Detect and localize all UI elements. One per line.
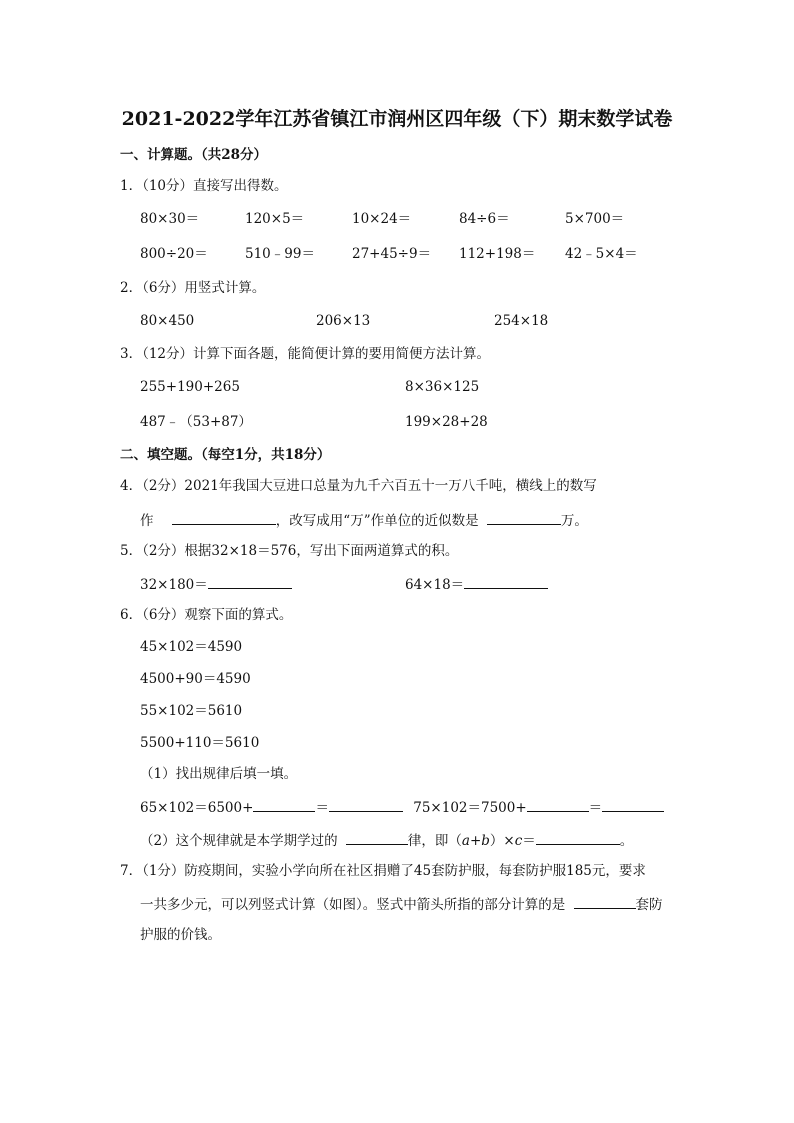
answer-blank[interactable] <box>464 574 548 589</box>
var-c: c <box>514 833 523 849</box>
q6-text: 。 <box>619 833 634 849</box>
question-7-line3: 护服的价钱。 <box>140 927 221 943</box>
answer-blank[interactable] <box>602 797 664 812</box>
q1-item: 5×700＝ <box>565 211 625 227</box>
section-heading-fill-blank: 二、填空题。（每空1分，共18分） <box>120 447 331 463</box>
q5-item <box>140 574 292 594</box>
q2-item: 254×18 <box>494 313 549 329</box>
q6-expression: 65×102＝6500+ <box>140 800 254 816</box>
q5-expression: 64×18＝ <box>405 577 465 593</box>
q5-expression: 32×180＝ <box>140 577 208 593</box>
answer-blank[interactable] <box>527 797 589 812</box>
q1-item: 80×30＝ <box>140 211 200 227</box>
question-7-line1: 7．（1分）防疫期间，实验小学向所在社区捐赠了45套防护服，每套防护服185元，要求 <box>120 863 646 879</box>
q6-text: 律，即（ <box>407 833 462 849</box>
q2-item: 206×13 <box>316 313 371 329</box>
q6-text: ）× <box>489 833 515 849</box>
page-title: 2021-2022学年江苏省镇江市润州区四年级（下）期末数学试卷 <box>121 108 673 130</box>
q7-text: 一共多少元，可以列竖式计算（如图）。竖式中箭头所指的部分计算的是 <box>140 897 566 913</box>
question-1-stem: 1．（10分）直接写出得数。 <box>120 178 288 194</box>
q4-text: 作 <box>140 513 154 529</box>
answer-blank[interactable] <box>487 510 561 525</box>
q6-text: ＝ <box>522 833 536 849</box>
answer-blank[interactable] <box>536 830 620 845</box>
question-6-stem: 6．（6分）观察下面的算式。 <box>120 607 293 623</box>
q6-equals: ＝ <box>315 800 329 816</box>
answer-blank[interactable] <box>172 510 276 525</box>
q6-example: 4500+90＝4590 <box>140 671 251 687</box>
q1-item: 800÷20＝ <box>140 246 208 262</box>
var-a: a <box>461 833 470 849</box>
section-heading-calculation: 一、计算题。（共28分） <box>120 147 268 163</box>
q6-example: 45×102＝4590 <box>140 639 243 655</box>
q2-item: 80×450 <box>140 313 195 329</box>
answer-blank[interactable] <box>208 574 292 589</box>
answer-blank[interactable] <box>329 797 403 812</box>
q1-item: 120×5＝ <box>245 211 305 227</box>
q1-item: 42﹣5×4＝ <box>565 246 638 262</box>
q6-text: （2）这个规律就是本学期学过的 <box>140 833 338 849</box>
q5-item <box>405 574 548 594</box>
answer-blank[interactable] <box>574 894 636 909</box>
q6-example: 5500+110＝5610 <box>140 735 260 751</box>
q6-sub1: （1）找出规律后填一填。 <box>140 766 298 782</box>
q3-item: 487﹣（53+87） <box>140 414 252 430</box>
q4-text: 万。 <box>560 513 588 529</box>
question-4-line2 <box>140 510 588 530</box>
q1-item: 112+198＝ <box>459 246 536 262</box>
answer-blank[interactable] <box>346 830 408 845</box>
answer-blank[interactable] <box>253 797 315 812</box>
q6-equals: ＝ <box>588 800 603 816</box>
q4-text: ，改写成用“万”作单位的近似数是 <box>275 513 479 529</box>
q1-item: 10×24＝ <box>352 211 412 227</box>
question-7-line2 <box>140 894 663 914</box>
q3-item: 255+190+265 <box>140 379 240 395</box>
question-5-stem: 5．（2分）根据32×18＝576，写出下面两道算式的积。 <box>120 543 459 559</box>
q6-expression: 75×102＝7500+ <box>413 800 527 816</box>
q1-item: 510﹣99＝ <box>245 246 315 262</box>
q6-fill-line <box>140 797 664 817</box>
q6-example: 55×102＝5610 <box>140 703 243 719</box>
q6-sub2 <box>140 830 633 850</box>
question-2-stem: 2．（6分）用竖式计算。 <box>120 280 266 296</box>
q1-item: 84÷6＝ <box>459 211 510 227</box>
q7-text: 套防 <box>635 897 663 913</box>
question-4-line1: 4．（2分）2021年我国大豆进口总量为九千六百五十一万八千吨，横线上的数写 <box>120 478 597 494</box>
q1-item: 27+45÷9＝ <box>352 246 432 262</box>
q6-plus: + <box>469 833 482 849</box>
q3-item: 199×28+28 <box>405 414 488 430</box>
question-3-stem: 3．（12分）计算下面各题，能简便计算的要用简便方法计算。 <box>120 346 491 362</box>
var-b: b <box>481 833 490 849</box>
q3-item: 8×36×125 <box>405 379 480 395</box>
